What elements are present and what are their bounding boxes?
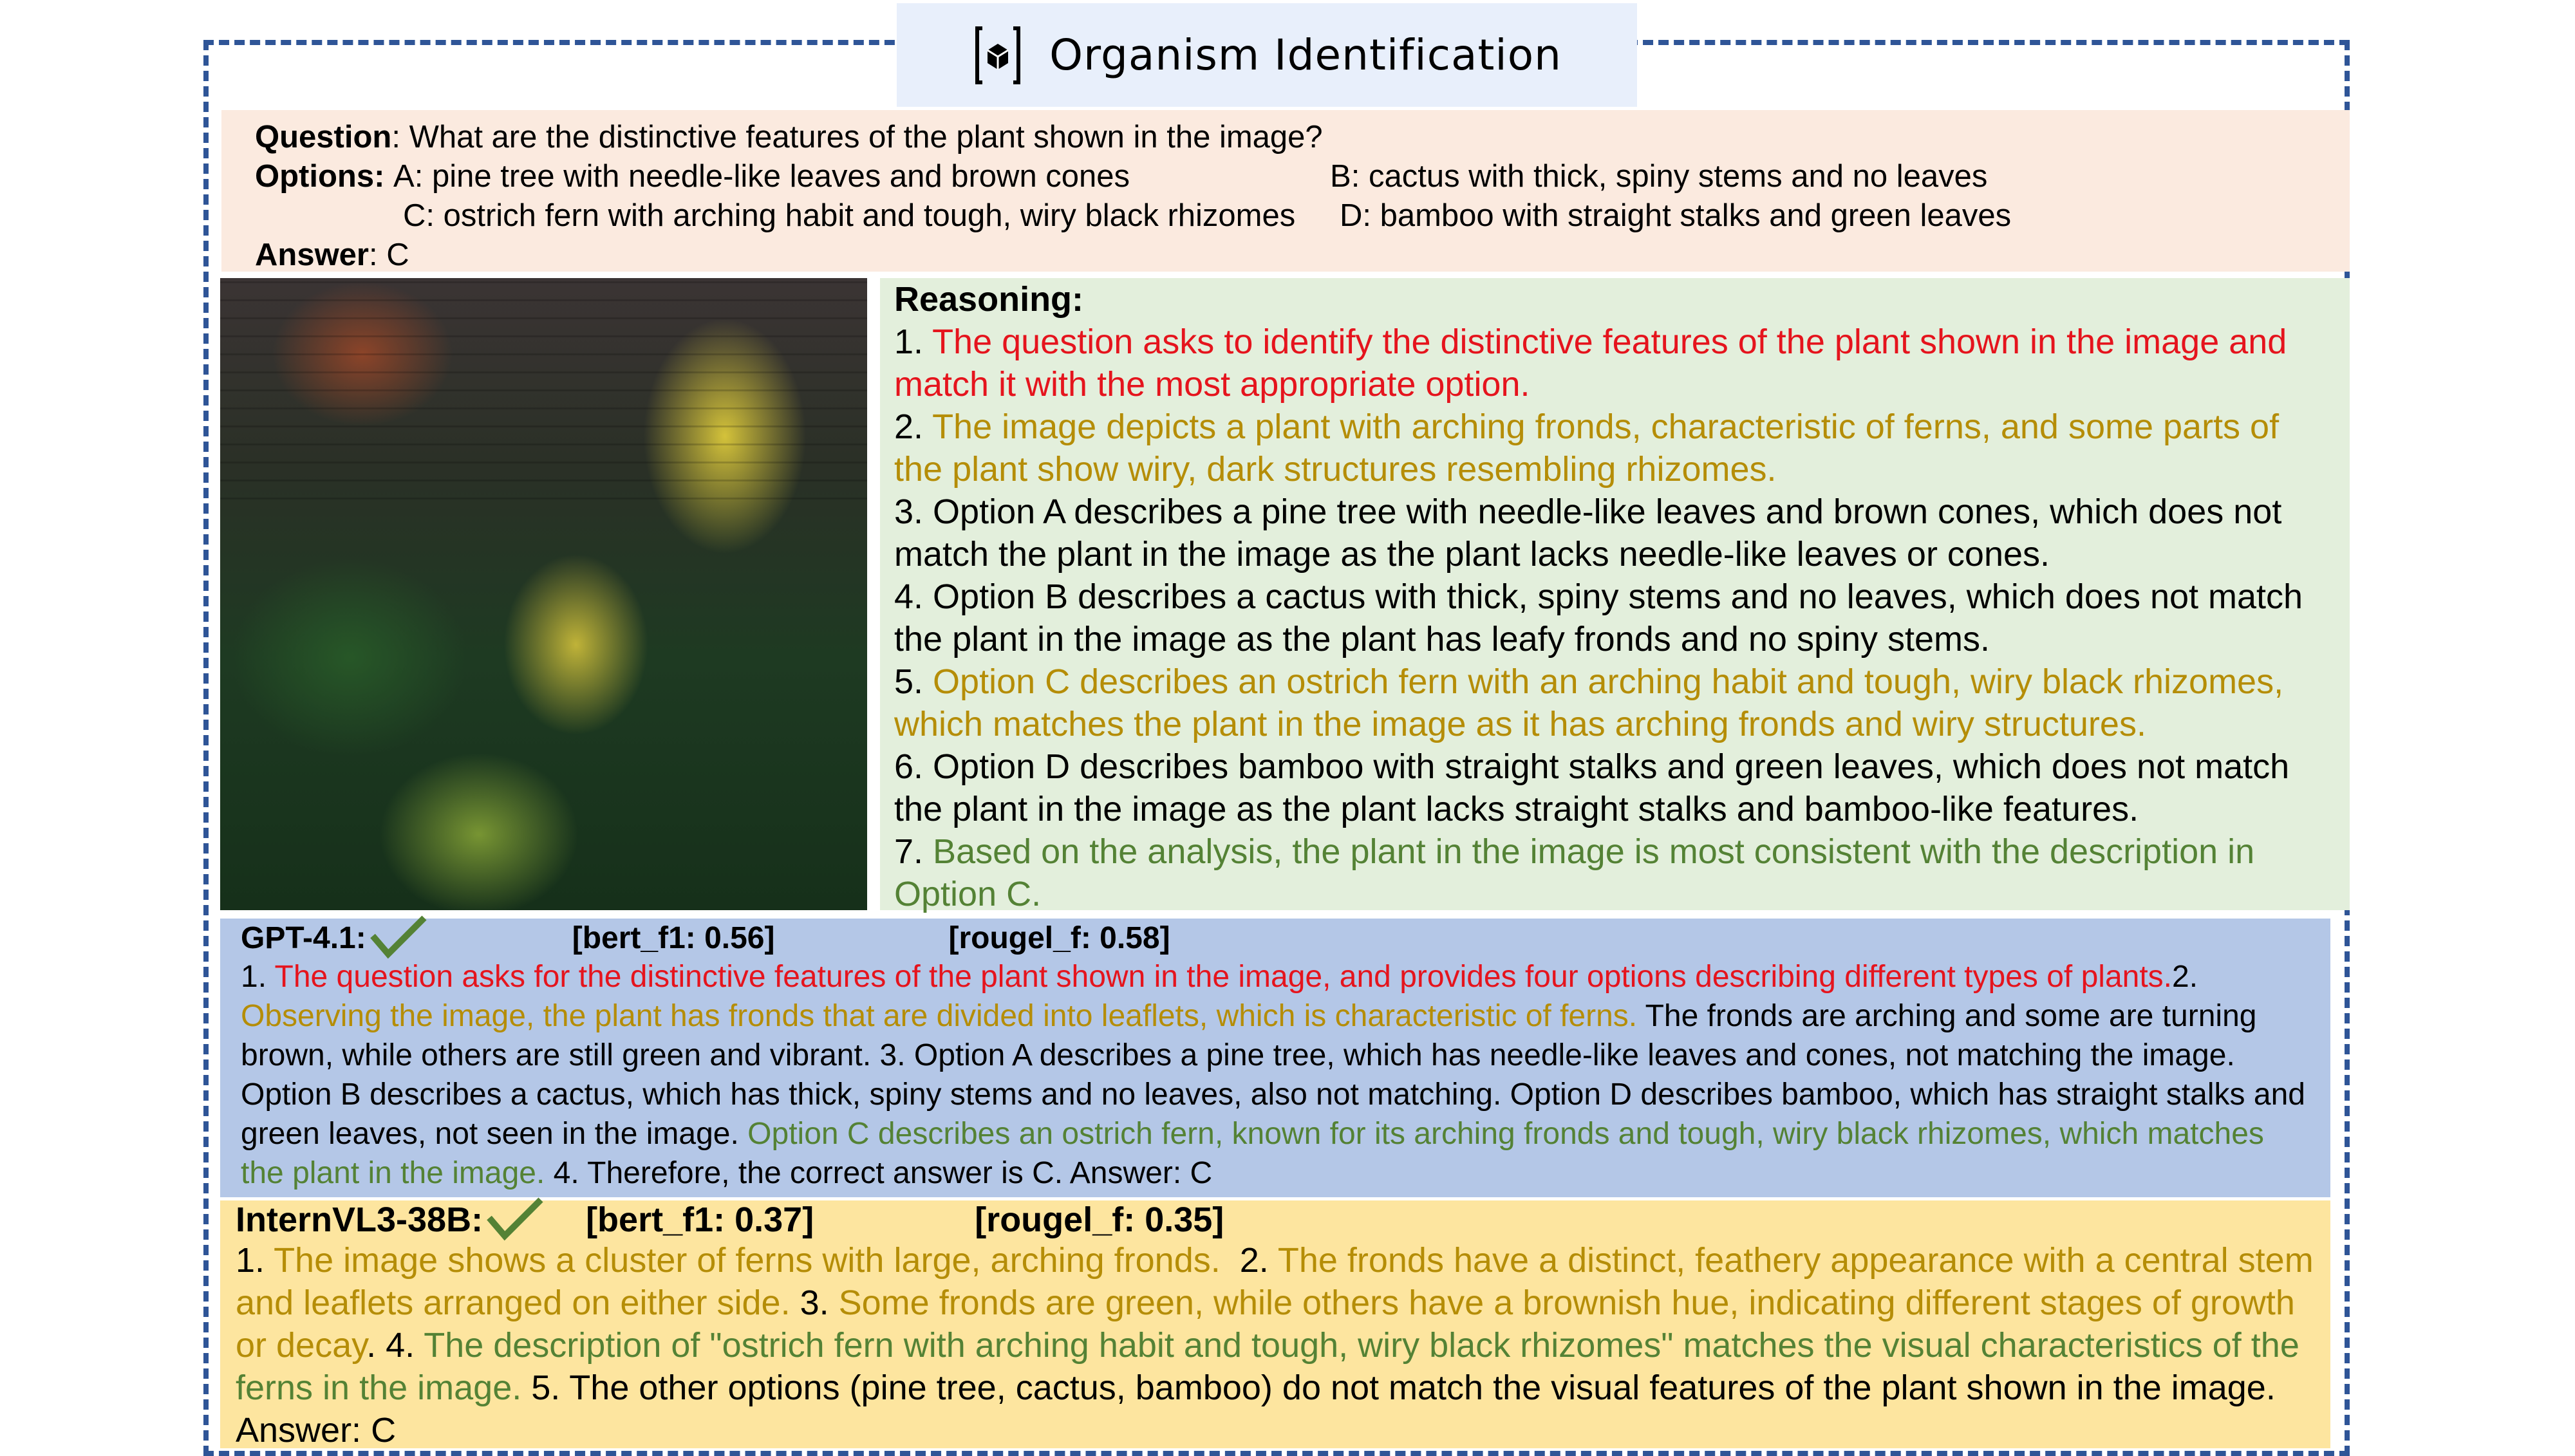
text-segment: 1. — [241, 960, 275, 994]
reasoning-step — [894, 830, 2336, 915]
step-number: 2. — [894, 407, 933, 446]
answer-label: Answer — [255, 238, 370, 272]
text-segment: The description of "ostrich fern with arching habit and tough, wiry black rhizomes" matches the visual characteristics of the ferns in the image. — [236, 1326, 2309, 1407]
rouge-score: [rougel_f: 0.58] — [948, 920, 1170, 955]
checkmark-icon — [366, 915, 431, 960]
title-banner — [897, 3, 1637, 107]
reasoning-step — [894, 745, 2336, 830]
cube-scan-icon — [972, 23, 1024, 88]
text-segment: 1. — [236, 1241, 274, 1280]
options-label: Options: — [255, 159, 385, 194]
text-segment: . 4. — [366, 1326, 424, 1365]
text-segment: 2. — [2172, 960, 2198, 994]
fern-photo — [220, 278, 867, 910]
step-text: The question asks to identify the distinctive features of the plant shown in the image and match it with the most appropriate option. — [894, 322, 2287, 404]
question-text: : What are the distinctive features of the plant shown in the image? — [391, 120, 1323, 154]
bert-score: [bert_f1: 0.56] — [572, 920, 775, 955]
answer-value: : C — [369, 238, 409, 272]
reasoning-step — [894, 406, 2336, 490]
reasoning-label: Reasoning: — [894, 280, 1084, 319]
text-segment: The fronds have a distinct, feathery appearance with a central stem and leaflets arranged on either side. — [236, 1241, 2323, 1322]
text-segment: The question asks for the distinctive features of the plant shown in the image, and provides four options describing different types of plants. — [274, 960, 2172, 994]
step-number: 5. — [894, 662, 933, 701]
step-text: Option C describes an ostrich fern with an arching habit and tough, wiry black rhizomes, which matches the plant in the image as it has arching fronds and wiry structures. — [894, 662, 2284, 743]
text-segment: 2. — [1220, 1241, 1278, 1280]
option-b: B: cactus with thick, spiny stems and no leaves — [1330, 159, 1988, 194]
brick-wall — [220, 278, 867, 499]
step-text: The image depicts a plant with arching fronds, characteristic of ferns, and some parts of the plant show wiry, dark structures resembling rhizomes. — [894, 407, 2280, 489]
text-segment: Observing the image, the plant has fronds that are divided into leaflets, which is characteristic of ferns. — [241, 999, 1638, 1033]
option-c: C: ostrich fern with arching habit and tough, wiry black rhizomes — [403, 198, 1296, 233]
step-text: Option D describes bamboo with straight stalks and green leaves, which does not match the plant in the image as the plant lacks straight stalks and bamboo-like features. — [894, 747, 2290, 828]
reasoning-steps — [894, 321, 2336, 915]
text-segment: The fronds are arching and some are turning brown, while others are still green and vibrant. 3. Option A describes a pine tree, which has needle-like leaves and cones, not matching the image. Option B describes a cactus, which has thick, spiny stems and no leaves, also not matching. Option D describes bamboo, which has straight stalks and green leaves, not seen in the image. — [241, 999, 2305, 1151]
gpt-response: GPT-4.1 : [bert_f1: 0.56] [rougel_f: 0.58] 1. The question asks for the distinctive features of the plant shown in the image, and provides four options describing different types of plants.2. Observing the image, the plant has fronds that are divided into leaflets, which is characteristic of ferns. The fronds are arching and some are turning brown, while others are still green and vibrant. 3. Option A describes a pine tree, which has needle-like leaves and cones, not matching the image. Option B describes a cactus, which has thick, spiny stems and no leaves, also not matching. Option D describes bamboo, which has straight stalks and green leaves, not seen in the image. Option C describes an ostrich fern, known for its arching fronds and tough, wiry black rhizomes, which matches the plant in the image. 4. Therefore, the correct answer is C. Answer: C — [220, 919, 2330, 1197]
text-segment: The image shows a cluster of ferns with large, arching fronds. — [274, 1241, 1221, 1280]
reasoning-step — [894, 321, 2336, 406]
rouge-score: [rougel_f: 0.35] — [975, 1200, 1224, 1239]
question-box — [221, 110, 2350, 272]
option-d: D: bamboo with straight stalks and green leaves — [1340, 198, 2012, 233]
reasoning-step — [894, 660, 2336, 745]
internvl-text — [236, 1239, 2323, 1451]
bert-score: [bert_f1: 0.37] — [586, 1200, 814, 1239]
step-text: Based on the analysis, the plant in the image is most consistent with the description in Option C. — [894, 832, 2255, 913]
option-a: A: pine tree with needle-like leaves and brown cones — [393, 159, 1130, 194]
step-number: 6. — [894, 747, 933, 786]
page-title: Organism Identification — [1049, 30, 1562, 80]
question-label: Question — [255, 120, 392, 154]
step-text: Option A describes a pine tree with needle-like leaves and brown cones, which does not match the plant in the image as the plant lacks needle-like leaves or cones. — [894, 492, 2282, 574]
step-number: 3. — [894, 492, 933, 531]
step-number: 1. — [894, 322, 933, 361]
model-name: InternVL3-38B — [236, 1200, 472, 1239]
model-name: GPT-4.1 — [241, 920, 356, 955]
reasoning-box — [880, 278, 2350, 913]
step-number: 4. — [894, 577, 933, 616]
step-number: 7. — [894, 832, 933, 871]
checkmark-icon — [483, 1197, 547, 1242]
text-segment: 5. The other options (pine tree, cactus, bamboo) do not match the visual features of the plant shown in the image. Answer: C — [236, 1368, 2283, 1450]
text-segment: 4. Therefore, the correct answer is C. Answer: C — [545, 1156, 1213, 1190]
internvl-response: InternVL3-38B : [bert_f1: 0.37] [rougel_f: 0.35] 1. The image shows a cluster of ferns with large, arching fronds. 2. The fronds have a distinct, feathery appearance with a central stem and leaflets arranged on either side. 3. Some fronds are green, while others have a brownish hue, indicating different stages of growth or decay. 4. The description of "ostrich fern with arching habit and tough, wiry black rhizomes" matches the visual characteristics of the ferns in the image. 5. The other options (pine tree, cactus, bamboo) do not match the visual features of the plant shown in the image. Answer: C — [220, 1200, 2330, 1448]
reasoning-step — [894, 490, 2336, 575]
gpt-text — [241, 957, 2310, 1193]
reasoning-step — [894, 575, 2336, 660]
text-segment: Some fronds are green, while others have a brownish hue, indicating different stages of growth or decay — [236, 1283, 2305, 1365]
text-segment: 3. — [790, 1283, 839, 1322]
step-text: Option B describes a cactus with thick, spiny stems and no leaves, which does not match the plant in the image as the plant has leafy fronds and no spiny stems. — [894, 577, 2303, 658]
text-segment: Option C describes an ostrich fern, known for its arching fronds and tough, wiry black rhizomes, which matches the plant in the image. — [241, 1117, 2264, 1190]
